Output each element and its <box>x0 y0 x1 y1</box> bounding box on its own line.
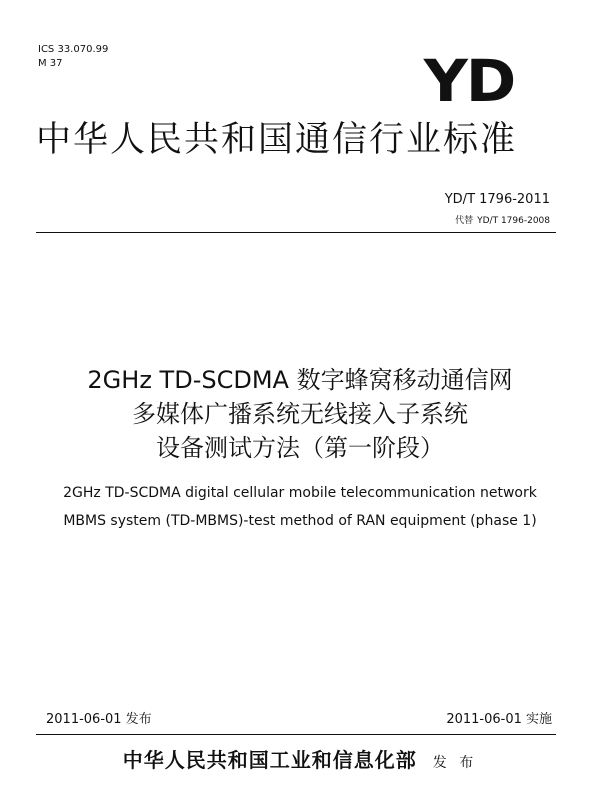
title-cn-line-2: 多媒体广播系统无线接入子系统 <box>132 400 468 428</box>
issuer-line <box>0 744 600 773</box>
replaces-line <box>455 215 550 227</box>
bottom-rule <box>36 734 556 735</box>
implementation-date: 2011-06-01 实施 <box>446 712 552 727</box>
title-cn-line-3: 设备测试方法（第一阶段） <box>156 434 444 462</box>
replaces-label: 代替 <box>455 216 474 226</box>
top-rule <box>36 232 556 233</box>
standard-title: 中华人民共和国通信行业标准 <box>36 120 518 160</box>
yd-logo: YD <box>423 47 514 115</box>
replaces-number: YD/T 1796-2008 <box>477 216 550 226</box>
title-en-line-2: MBMS system (TD-MBMS)-test method of RAN equipment (phase 1) <box>63 513 537 529</box>
title-en-line-1: 2GHz TD-SCDMA digital cellular mobile telecommunication network <box>63 485 537 501</box>
title-cn-line-1: 2GHz TD-SCDMA 数字蜂窝移动通信网 <box>87 366 513 394</box>
issuer-action: 发 布 <box>432 755 478 771</box>
issuer-org: 中华人民共和国工业和信息化部 <box>122 748 417 772</box>
ics-code: ICS 33.070.99 <box>38 44 109 55</box>
ccs-code: M 37 <box>38 58 63 69</box>
standard-number: YD/T 1796-2011 <box>444 192 550 207</box>
issue-date: 2011-06-01 发布 <box>46 712 152 727</box>
